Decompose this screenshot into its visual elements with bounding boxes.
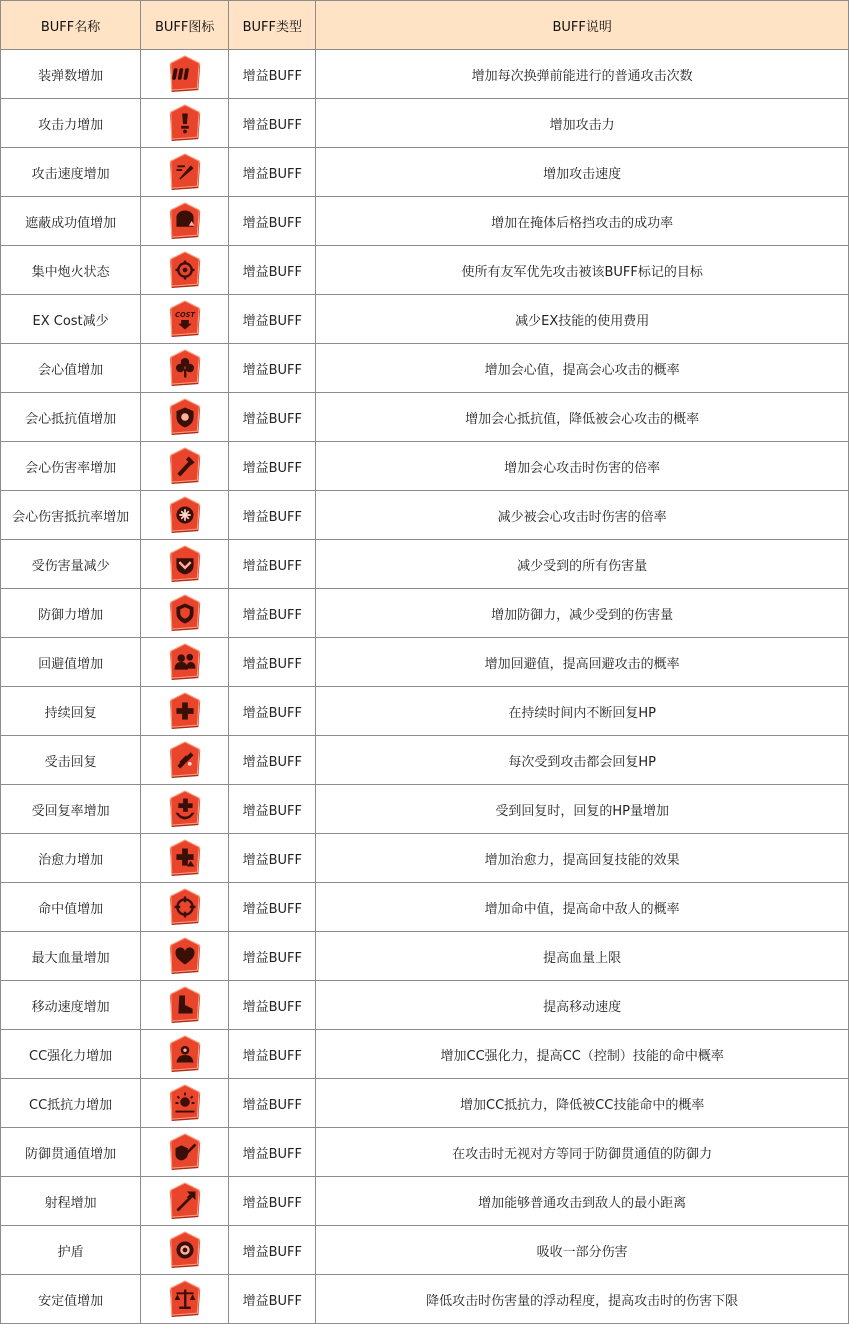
table-row [1, 883, 849, 932]
buff-name: 装弹数增加 [1, 50, 141, 99]
buff-description: 增加治愈力，提高回复技能的效果 [316, 834, 849, 883]
table-row [1, 1226, 849, 1275]
buff-description: 在攻击时无视对方等同于防御贯通值的防御力 [316, 1128, 849, 1177]
buff-type: 增益BUFF [229, 99, 316, 148]
hit-heal-icon [166, 740, 204, 780]
buff-icon-cell [141, 246, 229, 295]
buff-name: 受击回复 [1, 736, 141, 785]
buff-type: 增益BUFF [229, 981, 316, 1030]
buff-icon-cell [141, 491, 229, 540]
buff-type: 增益BUFF [229, 932, 316, 981]
buff-icon-cell [141, 687, 229, 736]
buff-icon-cell [141, 932, 229, 981]
buff-type: 增益BUFF [229, 442, 316, 491]
header-desc: BUFF说明 [316, 1, 849, 50]
cc-resist-icon [166, 1083, 204, 1123]
table-row [1, 540, 849, 589]
buff-type: 增益BUFF [229, 246, 316, 295]
table-row [1, 1030, 849, 1079]
buff-description: 增加攻击力 [316, 99, 849, 148]
buff-name: 会心抵抗值增加 [1, 393, 141, 442]
header-name: BUFF名称 [1, 1, 141, 50]
buff-description: 吸收一部分伤害 [316, 1226, 849, 1275]
focus-fire-icon [166, 250, 204, 290]
table-header [1, 1, 849, 50]
table-row [1, 785, 849, 834]
buff-name: 安定值增加 [1, 1275, 141, 1324]
buff-type: 增益BUFF [229, 1128, 316, 1177]
buff-name: 遮蔽成功值增加 [1, 197, 141, 246]
buff-name: 回避值增加 [1, 638, 141, 687]
table-row [1, 932, 849, 981]
heart-icon [166, 936, 204, 976]
buff-description: 增加会心攻击时伤害的倍率 [316, 442, 849, 491]
header-icon: BUFF图标 [141, 1, 229, 50]
buff-description: 在持续时间内不断回复HP [316, 687, 849, 736]
scale-icon [166, 1279, 204, 1319]
buff-name: 受伤害量减少 [1, 540, 141, 589]
buff-name: 受回复率增加 [1, 785, 141, 834]
table-row [1, 491, 849, 540]
crit-resist-icon [166, 397, 204, 437]
buff-icon-cell [141, 50, 229, 99]
buff-type: 增益BUFF [229, 736, 316, 785]
crosshair-icon [166, 887, 204, 927]
buff-name: 持续回复 [1, 687, 141, 736]
shield-icon [166, 593, 204, 633]
svg-text:COST: COST [174, 311, 195, 320]
damage-reduce-icon [166, 544, 204, 584]
boot-icon [166, 985, 204, 1025]
buff-icon-cell [141, 1275, 229, 1324]
buff-icon-cell [141, 1128, 229, 1177]
buff-type: 增益BUFF [229, 1177, 316, 1226]
buff-name: 移动速度增加 [1, 981, 141, 1030]
buff-icon-cell [141, 393, 229, 442]
table-row [1, 197, 849, 246]
evasion-icon [166, 642, 204, 682]
cover-icon [166, 201, 204, 241]
buff-description: 增加攻击速度 [316, 148, 849, 197]
buff-description: 增加防御力，减少受到的伤害量 [316, 589, 849, 638]
attack-icon [166, 103, 204, 143]
buff-description: 增加命中值，提高命中敌人的概率 [316, 883, 849, 932]
table-row [1, 687, 849, 736]
table-row [1, 442, 849, 491]
buff-name: 命中值增加 [1, 883, 141, 932]
buff-icon-cell [141, 589, 229, 638]
buff-name: 防御力增加 [1, 589, 141, 638]
buff-type: 增益BUFF [229, 687, 316, 736]
buff-description: 减少EX技能的使用费用 [316, 295, 849, 344]
buff-icon-cell [141, 344, 229, 393]
buff-icon-cell [141, 197, 229, 246]
table-body [1, 50, 849, 1324]
buff-type: 增益BUFF [229, 393, 316, 442]
buff-icon-cell [141, 295, 229, 344]
buff-name: CC抵抗力增加 [1, 1079, 141, 1128]
buff-type: 增益BUFF [229, 638, 316, 687]
buff-name: 最大血量增加 [1, 932, 141, 981]
buff-type: 增益BUFF [229, 1030, 316, 1079]
buff-icon-cell [141, 1030, 229, 1079]
buff-description: 提高移动速度 [316, 981, 849, 1030]
buff-name: CC强化力增加 [1, 1030, 141, 1079]
buff-icon-cell [141, 540, 229, 589]
buff-type: 增益BUFF [229, 589, 316, 638]
buff-description: 增加在掩体后格挡攻击的成功率 [316, 197, 849, 246]
buff-icon-cell [141, 834, 229, 883]
buff-description: 使所有友军优先攻击被该BUFF标记的目标 [316, 246, 849, 295]
buff-name: EX Cost减少 [1, 295, 141, 344]
crit-damage-icon [166, 446, 204, 486]
buff-type: 增益BUFF [229, 50, 316, 99]
buff-description: 增加CC强化力，提高CC（控制）技能的命中概率 [316, 1030, 849, 1079]
buff-icon-cell [141, 148, 229, 197]
range-icon [166, 1181, 204, 1221]
heal-received-icon [166, 789, 204, 829]
table-row [1, 1128, 849, 1177]
buff-name: 治愈力增加 [1, 834, 141, 883]
healing-power-icon [166, 838, 204, 878]
table-row [1, 50, 849, 99]
buff-icon-cell [141, 638, 229, 687]
buff-type: 增益BUFF [229, 1079, 316, 1128]
buff-description: 减少被会心攻击时伤害的倍率 [316, 491, 849, 540]
buff-icon-cell [141, 785, 229, 834]
table-row [1, 148, 849, 197]
buff-type: 增益BUFF [229, 295, 316, 344]
buff-type: 增益BUFF [229, 834, 316, 883]
table-row [1, 99, 849, 148]
buff-name: 攻击力增加 [1, 99, 141, 148]
buff-type: 增益BUFF [229, 197, 316, 246]
table-row [1, 1177, 849, 1226]
buff-description: 每次受到攻击都会回复HP [316, 736, 849, 785]
ammo-icon [166, 54, 204, 94]
buff-icon-cell [141, 1177, 229, 1226]
table-row [1, 246, 849, 295]
buff-type: 增益BUFF [229, 344, 316, 393]
header-type: BUFF类型 [229, 1, 316, 50]
table-row [1, 981, 849, 1030]
table-row [1, 589, 849, 638]
table-row [1, 834, 849, 883]
buff-description: 降低攻击时伤害量的浮动程度，提高攻击时的伤害下限 [316, 1275, 849, 1324]
penetration-icon [166, 1132, 204, 1172]
buff-description: 增加CC抵抗力，降低被CC技能命中的概率 [316, 1079, 849, 1128]
buff-description: 增加每次换弹前能进行的普通攻击次数 [316, 50, 849, 99]
buff-icon-cell [141, 981, 229, 1030]
clover-icon [166, 348, 204, 388]
crit-damage-resist-icon [166, 495, 204, 535]
buff-type: 增益BUFF [229, 785, 316, 834]
buff-description: 增加会心值，提高会心攻击的概率 [316, 344, 849, 393]
buff-type: 增益BUFF [229, 540, 316, 589]
table-row [1, 638, 849, 687]
buff-name: 护盾 [1, 1226, 141, 1275]
cost-down-icon [166, 299, 204, 339]
buff-description: 增加回避值，提高回避攻击的概率 [316, 638, 849, 687]
buff-icon-cell [141, 883, 229, 932]
buff-type: 增益BUFF [229, 491, 316, 540]
buff-name: 攻击速度增加 [1, 148, 141, 197]
buff-type: 增益BUFF [229, 883, 316, 932]
table-row [1, 736, 849, 785]
table-row [1, 295, 849, 344]
buff-type: 增益BUFF [229, 1226, 316, 1275]
buff-name: 会心伤害抵抗率增加 [1, 491, 141, 540]
buff-type: 增益BUFF [229, 1275, 316, 1324]
buff-description: 增加会心抵抗值，降低被会心攻击的概率 [316, 393, 849, 442]
buff-name: 集中炮火状态 [1, 246, 141, 295]
buff-type: 增益BUFF [229, 148, 316, 197]
buff-name: 防御贯通值增加 [1, 1128, 141, 1177]
cc-power-icon [166, 1034, 204, 1074]
table-row [1, 1275, 849, 1324]
buff-description: 提高血量上限 [316, 932, 849, 981]
buff-description: 受到回复时，回复的HP量增加 [316, 785, 849, 834]
buff-icon-cell [141, 99, 229, 148]
regen-icon [166, 691, 204, 731]
table-row [1, 393, 849, 442]
buff-name: 会心值增加 [1, 344, 141, 393]
buff-icon-cell [141, 1226, 229, 1275]
attack-speed-icon [166, 152, 204, 192]
buff-icon-cell [141, 1079, 229, 1128]
buff-name: 射程增加 [1, 1177, 141, 1226]
buff-icon-cell [141, 736, 229, 785]
barrier-icon [166, 1230, 204, 1270]
table-row [1, 344, 849, 393]
table-row [1, 1079, 849, 1128]
buff-description: 减少受到的所有伤害量 [316, 540, 849, 589]
buff-name: 会心伤害率增加 [1, 442, 141, 491]
buff-description: 增加能够普通攻击到敌人的最小距离 [316, 1177, 849, 1226]
header-row [1, 1, 849, 50]
buff-icon-cell [141, 442, 229, 491]
